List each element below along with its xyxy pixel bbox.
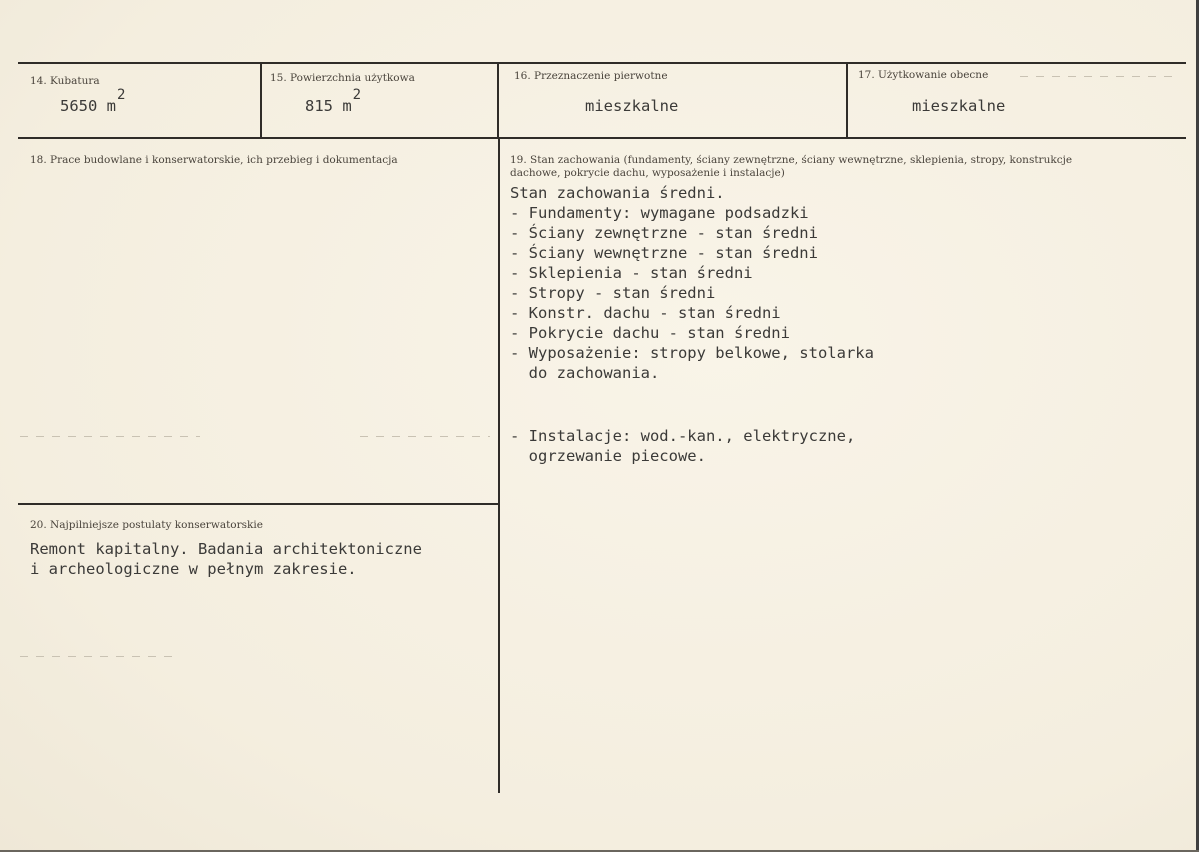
text-line: - Fundamenty: wymagane podsadzki xyxy=(510,204,809,222)
text-line: - Pokrycie dachu - stan średni xyxy=(510,324,790,342)
text-line: - Wyposażenie: stropy belkowe, stolarka xyxy=(510,344,874,362)
divider-14-15 xyxy=(260,64,262,138)
text-line: - Konstr. dachu - stan średni xyxy=(510,304,781,322)
text-line: do zachowania. xyxy=(510,364,660,382)
text-line: - Ściany zewnętrzne - stan średni xyxy=(510,224,818,242)
divider-16-17 xyxy=(846,64,848,138)
field-14-value: 5650 m2 xyxy=(60,87,126,115)
text-line: - Sklepienia - stan średni xyxy=(510,264,753,282)
text-line: Stan zachowania średni. xyxy=(510,184,725,202)
top-rule xyxy=(18,62,1186,64)
field-18-label: 18. Prace budowlane i konserwatorskie, ich przebieg i dokumentacja xyxy=(30,154,398,166)
field-20-label: 20. Najpilniejsze postulaty konserwatorskie xyxy=(30,519,263,531)
field-15-value: 815 m2 xyxy=(305,87,362,115)
faint-mark xyxy=(20,656,180,657)
faint-mark xyxy=(360,436,490,437)
faint-mark xyxy=(20,436,200,437)
field-14-label: 14. Kubatura xyxy=(30,75,100,87)
field-19-label: 19. Stan zachowania (fundamenty, ściany zewnętrzne, ściany wewnętrzne, sklepienia, stropy, konstrukcje dachowe, pokrycie dachu, wyposażenie i instalacje) xyxy=(510,154,1073,179)
main-divider xyxy=(498,139,500,793)
field-15-label: 15. Powierzchnia użytkowa xyxy=(270,72,415,84)
field-20-text xyxy=(30,539,422,579)
row-rule xyxy=(18,137,1186,139)
text-line: ogrzewanie piecowe. xyxy=(510,447,706,465)
text-line: - Ściany wewnętrzne - stan średni xyxy=(510,244,818,262)
text-line: i archeologiczne w pełnym zakresie. xyxy=(30,560,357,578)
field-19-text xyxy=(510,183,874,383)
divider-15-16 xyxy=(497,64,499,138)
text-line: - Instalacje: wod.-kan., elektryczne, xyxy=(510,427,856,445)
text-line: Remont kapitalny. Badania architektoniczne xyxy=(30,540,422,558)
faint-mark xyxy=(1020,76,1180,77)
field-16-label: 16. Przeznaczenie pierwotne xyxy=(514,70,668,82)
field-18-rule xyxy=(18,503,498,505)
field-17-value: mieszkalne xyxy=(912,97,1006,115)
field-19-text-installations xyxy=(510,426,855,466)
text-line: - Stropy - stan średni xyxy=(510,284,716,302)
field-16-value: mieszkalne xyxy=(585,97,679,115)
field-17-label: 17. Użytkowanie obecne xyxy=(858,69,989,81)
